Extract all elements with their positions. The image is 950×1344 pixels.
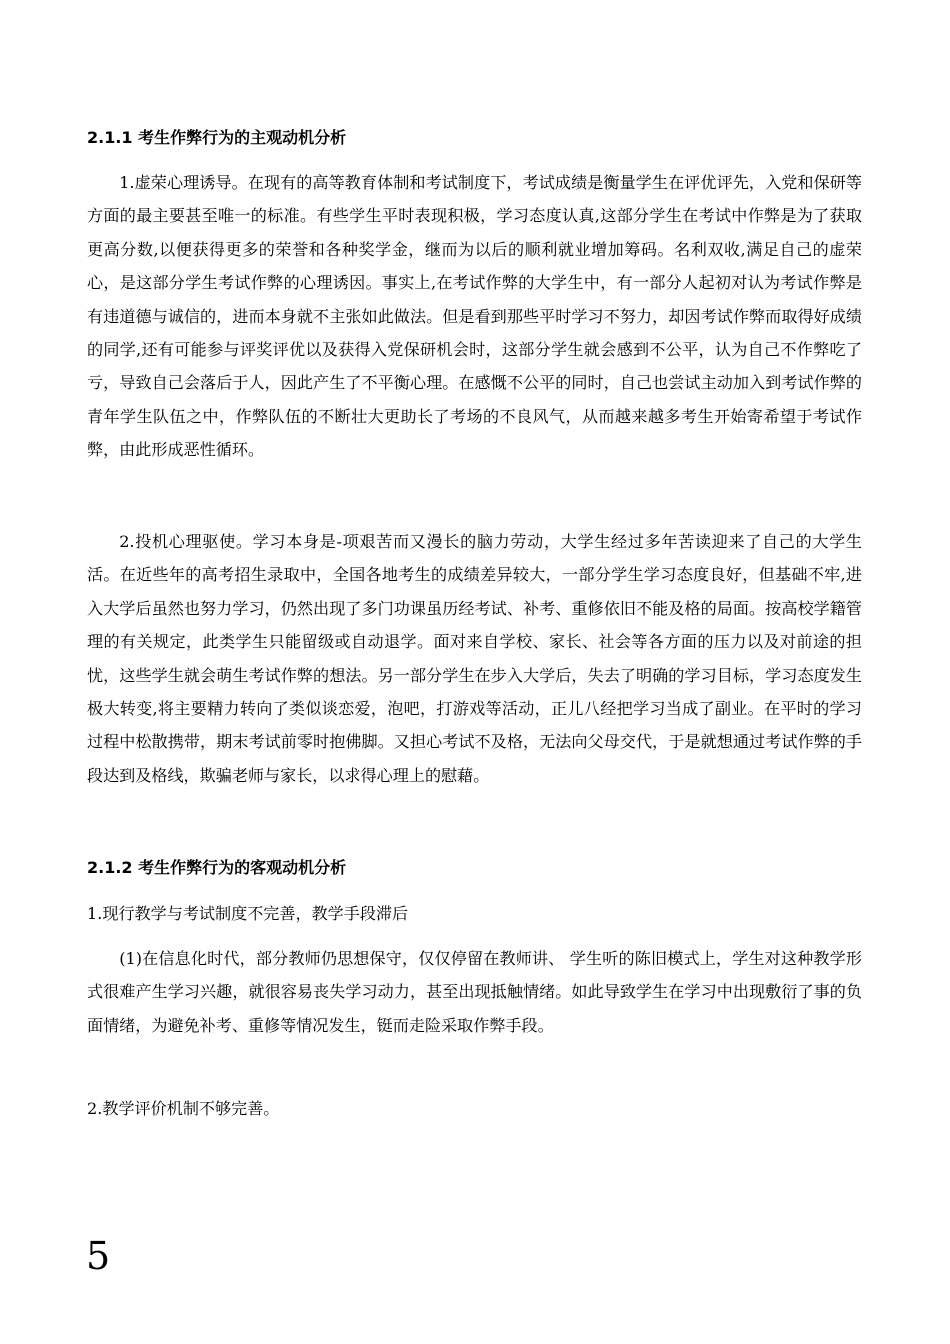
paragraph-vanity-psychology: 1.虚荣心理诱导。在现有的高等教育体制和考试制度下，考试成绩是衡量学生在评优评先，入党和保研等方面的最主要甚至唯一的标准。有些学生平时表现积极，学习态度认真,这部分学生在考试中作弊是为了获取更高分数,以便获得更多的荣誉和各种奖学金，继而为以后的顺利就业增加筹码。名利双收,满足自己的虚荣心，是这部分学生考试作弊的心理诱因。事实上,在考试作弊的大学生中，有一部分人起初对认为考试作弊是有违道德与诚信的，进而本身就不主张如此做法。但是看到那些平时学习不努力，却因考试作弊而取得好成绩的同学,还有可能参与评奖评优以及获得入党保研机会时，这部分学生就会感到不公平，认为自己不作弊吃了亏，导致自己会落后于人，因此产生了不平衡心理。在感慨不公平的同时，自己也尝试主动加入到考试作弊的青年学生队伍之中，作弊队伍的不断壮大更助长了考场的不良风气，从而越来越多考生开始寄希望于考试作弊，由此形成恶性循环。 <box>87 173 862 460</box>
list-item-teaching-system: 1.现行教学与考试制度不完善，教学手段滞后 <box>87 904 409 923</box>
paragraph-speculative-psychology: 2.投机心理驱使。学习本身是-项艰苦而又漫长的脑力劳动，大学生经过多年苦读迎来了自己的大学生活。在近些年的高考招生录取中，全国各地考生的成绩差异较大，一部分学生学习态度良好，但基础不牢,进入大学后虽然也努力学习，仍然出现了多门功课虽历经考试、补考、重修依旧不能及格的局面。按高校学籍管理的有关规定，此类学生只能留级或自动退学。面对来自学校、家长、社会等各方面的压力以及对前途的担忧，这些学生就会萌生考试作弊的想法。另一部分学生在步入大学后，失去了明确的学习目标，学习态度发生极大转变,将主要精力转向了类似谈恋爱，泡吧，打游戏等活动，正儿八经把学习当成了副业。在平时的学习过程中松散携带，期末考试前零时抱佛脚。又担心考试不及格，无法向父母交代，于是就想通过考试作弊的手段达到及格线，欺骗老师与家长，以求得心理上的慰藉。 <box>87 532 862 785</box>
paragraph-outdated-teaching: (1)在信息化时代，部分教师仍思想保守，仅仅停留在教师讲、 学生听的陈旧模式上，学生对这种教学形式很难产生学习兴趣，就很容易丧失学习动力，甚至出现抵触情绪。如此导致学生在学习中出现敷衍了事的负面情绪，为避免补考、重修等情况发生，铤而走险采取作弊手段。 <box>87 949 862 1035</box>
section-heading-objective-motives: 2.1.2 考生作弊行为的客观动机分析 <box>87 858 347 877</box>
section-heading-subjective-motives: 2.1.1 考生作弊行为的主观动机分析 <box>87 128 347 147</box>
list-item-evaluation-mechanism: 2.教学评价机制不够完善。 <box>87 1099 280 1118</box>
page-number: 5 <box>86 1234 111 1278</box>
